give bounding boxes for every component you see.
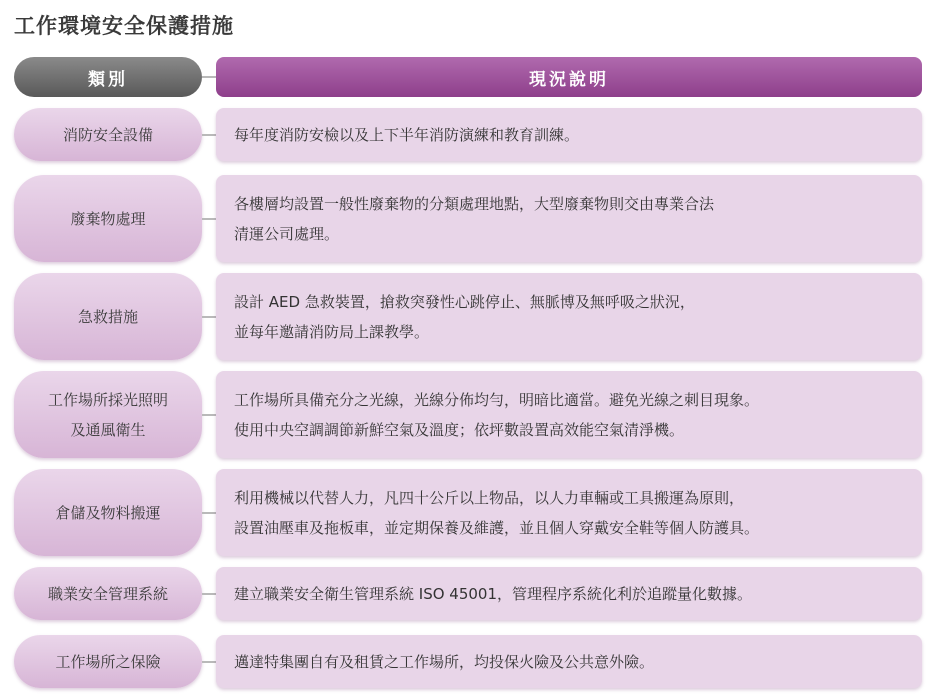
category-cell <box>14 371 202 458</box>
description-text: 工作場所具備充分之光線，光線分佈均勻，明暗比適當。避免光線之刺目現象。 使用中央空調調節新鮮空氣及溫度；依坪數設置高效能空氣清淨機。 <box>234 390 760 439</box>
description-text: 每年度消防安檢以及上下半年消防演練和教育訓練。 <box>234 125 580 144</box>
description-column-header: 現況說明 <box>216 57 922 97</box>
category-label: 倉儲及物料搬運 <box>55 503 161 522</box>
table-row <box>14 273 922 360</box>
category-column-header: 類別 <box>14 57 202 97</box>
description-cell <box>216 469 922 556</box>
description-text: 邁達特集團自有及租賃之工作場所，均投保火險及公共意外險。 <box>234 652 655 671</box>
table-row <box>14 567 922 620</box>
description-text: 建立職業安全衛生管理系統 ISO 45001，管理程序系統化利於追蹤量化數據。 <box>234 584 753 603</box>
description-cell <box>216 567 922 620</box>
description-cell <box>216 108 922 161</box>
description-text: 各樓層均設置一般性廢棄物的分類處理地點，大型廢棄物則交由專業合法 清運公司處理。 <box>234 194 715 243</box>
table-row <box>14 175 922 262</box>
category-label: 工作場所採光照明 及通風衛生 <box>47 390 168 439</box>
category-label: 廢棄物處理 <box>70 209 146 228</box>
description-text: 設計 AED 急救裝置，搶救突發性心跳停止、無脈博及無呼吸之狀況， 並每年邀請消防局上課教學。 <box>234 292 695 341</box>
category-cell <box>14 273 202 360</box>
table-row <box>14 469 922 556</box>
category-label: 急救措施 <box>77 307 138 326</box>
category-label: 工作場所之保險 <box>55 652 161 671</box>
description-cell <box>216 273 922 360</box>
table-row <box>14 108 922 161</box>
category-label: 職業安全管理系統 <box>47 584 168 603</box>
description-cell <box>216 175 922 262</box>
description-text: 利用機械以代替人力，凡四十公斤以上物品，以人力車輛或工具搬運為原則， 設置油壓車及拖板車，並定期保養及維護，並且個人穿戴安全鞋等個人防護具。 <box>234 488 760 537</box>
page-title: 工作環境安全保護措施 <box>14 14 234 38</box>
category-cell <box>14 567 202 620</box>
table-row <box>14 635 922 688</box>
category-cell <box>14 635 202 688</box>
table-header <box>14 57 922 97</box>
category-label: 消防安全設備 <box>62 125 153 144</box>
table-row <box>14 371 922 458</box>
description-cell <box>216 635 922 688</box>
description-cell <box>216 371 922 458</box>
category-cell <box>14 175 202 262</box>
category-cell <box>14 469 202 556</box>
category-cell <box>14 108 202 161</box>
